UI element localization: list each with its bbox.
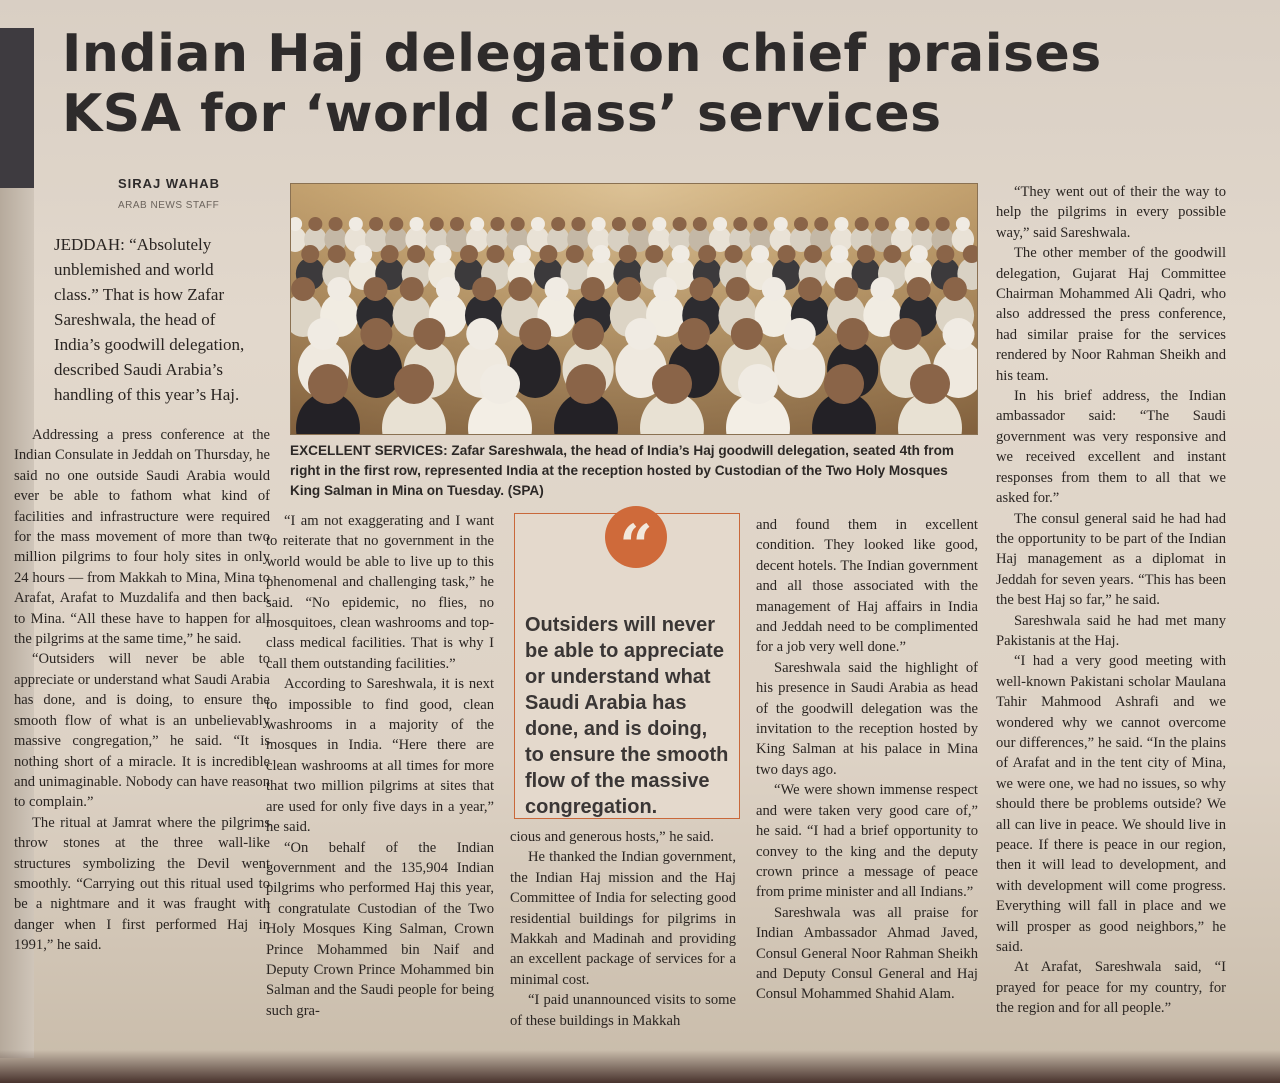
attendee-head — [472, 277, 496, 301]
attendee-head — [678, 318, 710, 350]
quote-mark-icon: “ — [605, 506, 667, 568]
attendee-head — [369, 217, 383, 231]
pull-quote-text: Outsiders will never be able to appreciate or understand what Saudi Arabia has done, and is doing, to ensure the smooth flow of the massive congregation. — [525, 614, 729, 818]
attendee-head — [910, 245, 928, 263]
attendee-head — [814, 217, 828, 231]
paragraph: “I paid unannounced visits to some of these buildings in Makkah — [510, 992, 736, 1029]
attendee-head — [434, 245, 452, 263]
attendee-head — [364, 277, 388, 301]
attendee-head — [511, 217, 525, 231]
attendee-head — [738, 364, 778, 404]
attendee-head — [890, 318, 922, 350]
byline-staff: ARAB NEWS STAFF — [118, 200, 220, 211]
attendee-head — [291, 277, 315, 301]
attendee-head — [486, 245, 504, 263]
paragraph: Sareshwala said he had met many Pakistanis at the Haj. — [996, 612, 1226, 649]
attendee-head — [460, 245, 478, 263]
article-column-5 — [996, 182, 1226, 1019]
attendee-head — [430, 217, 444, 231]
attendee-head — [673, 217, 687, 231]
attendee-head — [870, 277, 894, 301]
lead-paragraph: JEDDAH: “Absolutely unblemished and world class.” That is how Zafar Sareshwala, the head of India’s goodwill delegation, described Saudi Arabia’s handling of this year’s Haj. — [54, 235, 245, 404]
attendee-head — [360, 318, 392, 350]
paragraph: “I had a very good meeting with well-known Pakistani scholar Maulana Tahir Mahmood Ashrafi and we wondered why we cannot overcome our differences,” he said. “In the plains of Arafat and in the tent city of Mina, we were one, we had no issues, so why should there be problems outside? We all can live in peace. We should live in peace. If there is peace in our region, then it will lead to development, and with development will come progress. Everything will fall in place and we will prosper as good neighbors,” he said. — [996, 653, 1226, 956]
headline — [62, 24, 1262, 144]
attendee-head — [943, 277, 967, 301]
attendee-head — [672, 245, 690, 263]
attendee-head — [450, 217, 464, 231]
attendee-head — [698, 245, 716, 263]
headline-line-2: KSA for ‘world class’ services — [62, 84, 942, 144]
attendee-head — [400, 277, 424, 301]
article-column-3 — [510, 827, 736, 1031]
attendee-head — [349, 217, 363, 231]
paragraph: “They went out of their the way to help the pilgrims in every possible way,” said Sareshwala. — [996, 184, 1226, 241]
attendee-head — [834, 277, 858, 301]
attendee-head — [725, 245, 743, 263]
attendee-head — [907, 277, 931, 301]
article-column-1 — [14, 425, 270, 956]
paragraph: The ritual at Jamrat where the pilgrims throw stones at the three wall-like structures symbolizing the Devil went smoothly. “Carrying out this ritual used to be a nightmare and it was fraught with danger when I first performed Haj in 1991,” he said. — [14, 814, 270, 954]
attendee-head — [645, 245, 663, 263]
attendee-head — [592, 245, 610, 263]
attendee-head — [689, 277, 713, 301]
paragraph: He thanked the Indian government, the Indian Haj mission and the Haj Committee of India for selecting good residential buildings for pilgrims in Makkah and Madinah and providing an excellent package of services for a minimal cost. — [510, 849, 736, 988]
attendee-head — [910, 364, 950, 404]
paragraph: and found them in excellent condition. They looked like good, decent hotels. The Indian government and all those associated with the management of Haj affairs in India and Jeddah need to be complimented for a job very well done.” — [756, 517, 978, 656]
paragraph: “I am not exaggerating and I want to reiterate that no government in the world would be able to live up to this phenomenal and challenging task,” he said. “No epidemic, no flies, no mosquitoes, clean washrooms and top-class medical facilities. That is why I call them outstanding facilities.” — [266, 513, 494, 672]
attendee-head — [508, 277, 532, 301]
attendee-head — [754, 217, 768, 231]
paragraph: The other member of the goodwill delegation, Gujarat Haj Committee Chairman Mohammed Ali Qadri, who also addressed the press conference, had similar praise for the services rendered by Noor Rahman Sheikh and his team. — [996, 245, 1226, 384]
attendee-head — [713, 217, 727, 231]
attendee-head — [551, 217, 565, 231]
attendee-head — [308, 217, 322, 231]
attendee-head — [490, 217, 504, 231]
attendee-head — [936, 245, 954, 263]
attendee-head — [915, 217, 929, 231]
attendee-head — [410, 217, 424, 231]
attendee-head — [751, 245, 769, 263]
attendee-head — [943, 318, 975, 350]
attendee-head — [545, 277, 569, 301]
attendee-head — [354, 245, 372, 263]
section-tab — [0, 28, 34, 188]
attendee-head — [693, 217, 707, 231]
attendee-head — [407, 245, 425, 263]
attendee-head — [798, 277, 822, 301]
attendee-head — [883, 245, 901, 263]
attendee-head — [571, 217, 585, 231]
byline: SIRAJ WAHAB — [118, 176, 221, 191]
attendee-head — [726, 277, 750, 301]
attendee-head — [389, 217, 403, 231]
attendee-head — [592, 217, 606, 231]
attendee-head — [804, 245, 822, 263]
pull-quote-box — [514, 513, 740, 819]
attendee-head — [857, 245, 875, 263]
attendee-head — [936, 217, 950, 231]
attendee-head — [875, 217, 889, 231]
attendee-head — [837, 318, 869, 350]
paragraph: “Outsiders will never be able to appreciate or understand what Saudi Arabia has done, and is doing, to ensure the smooth flow of what is an unbelievably massive congregation,” he said. “It is nothing short of a miracle. It is incredible and unimaginable. Nobody can have reason to complain.” — [14, 651, 270, 811]
news-photo — [290, 183, 978, 435]
paragraph: Addressing a press conference at the Indian Consulate in Jeddah on Thursday, he said no one outside Saudi Arabia would ever be able to fathom what kind of facilities and infrastructure were required for the mass movement of more than two million pilgrims to four holy sites in only 24 hours — from Makkah to Mina, Mina to Arafat, Arafat to Muzdalifa and then back to Mina. “All these have to happen for all the pilgrims at the same time,” he said. — [14, 427, 270, 648]
attendee-head — [381, 245, 399, 263]
attendee-head — [581, 277, 605, 301]
attendee-head — [307, 318, 339, 350]
attendee-head — [327, 277, 351, 301]
headline-line-1: Indian Haj delegation chief praises — [62, 24, 1102, 84]
attendee-head — [480, 364, 520, 404]
attendee-head — [733, 217, 747, 231]
attendee-head — [794, 217, 808, 231]
attendee-head — [784, 318, 816, 350]
attendee-head — [855, 217, 869, 231]
paragraph: Sareshwala said the highlight of his presence in Saudi Arabia as head of the goodwill delegation was the invitation to the reception hosted by King Salman at his palace in Mina two days ago. — [756, 659, 978, 778]
attendee-head — [895, 217, 909, 231]
attendee-head — [652, 217, 666, 231]
attendee-head — [617, 277, 641, 301]
page-edge-shadow — [0, 1050, 1280, 1083]
paragraph: The consul general said he had had the opportunity to be part of the Indian Haj management as a diplomat in Jeddah for seven years. “This has been the best Haj so far,” he said. — [996, 510, 1226, 609]
paragraph: “On behalf of the Indian government and the 135,904 Indian pilgrims who performed Haj this year, I congratulate Custodian of the Two Holy Mosques King Salman, Crown Prince Mohammed bin Naif and Deputy Crown Prince Mohammed bin Salman and the Saudi people for being such gra- — [266, 839, 494, 1019]
attendee-head — [566, 245, 584, 263]
paragraph: Sareshwala was all praise for Indian Ambassador Ahmad Javed, Consul General Noor Rahman Sheikh and Deputy Consul General and Haj Consul Mohammed Shahid Alam. — [756, 904, 978, 1003]
attendee-head — [774, 217, 788, 231]
attendee-head — [539, 245, 557, 263]
attendee-head — [572, 318, 604, 350]
paragraph: At Arafat, Sareshwala said, “I prayed for peace for my country, for the region and for all people.” — [996, 959, 1226, 1017]
attendee-head — [653, 277, 677, 301]
attendee-head — [824, 364, 864, 404]
attendee-head — [436, 277, 460, 301]
attendee-head — [830, 245, 848, 263]
attendee-head — [619, 245, 637, 263]
attendee-head — [566, 364, 606, 404]
attendee-head — [731, 318, 763, 350]
paragraph: “We were shown immense respect and were taken very good care of,” he said. “I had a brief opportunity to convey to the king and the deputy crown prince a message of peace from prime minister and all Indians.” — [756, 782, 978, 901]
attendee-head — [612, 217, 626, 231]
attendee-head — [519, 318, 551, 350]
paragraph: cious and generous hosts,” he said. — [510, 829, 714, 845]
attendee-head — [470, 217, 484, 231]
attendee-head — [632, 217, 646, 231]
attendee-head — [956, 217, 970, 231]
audience-photo-illustration — [291, 184, 978, 435]
attendee-head — [531, 217, 545, 231]
attendee-head — [834, 217, 848, 231]
attendee-head — [466, 318, 498, 350]
paragraph: According to Sareshwala, it is next to impossible to find good, clean washrooms in a majority of the mosques in India. “Here there are clean washrooms at all times for more that two million pilgrims at sites that are used for only five days in a year,” he said. — [266, 676, 494, 836]
article-column-4 — [756, 515, 978, 1005]
attendee-head — [301, 245, 319, 263]
attendee-head — [513, 245, 531, 263]
paragraph: In his brief address, the Indian ambassador said: “The Saudi government was very responsive and we received excellent and instant responses from them to all that we asked for.” — [996, 388, 1226, 507]
attendee-head — [413, 318, 445, 350]
article-column-2 — [266, 511, 494, 1021]
attendee-head — [652, 364, 692, 404]
attendee-head — [778, 245, 796, 263]
attendee-head — [394, 364, 434, 404]
photo-caption: EXCELLENT SERVICES: Zafar Sareshwala, the head of India’s Haj goodwill delegation, seated 4th from right in the first row, represented India at the reception hosted by Custodian of the Two Holy Mosques King Salman in Mina on Tuesday. (SPA) — [290, 443, 954, 498]
attendee-head — [329, 217, 343, 231]
attendee-head — [625, 318, 657, 350]
attendee-head — [328, 245, 346, 263]
attendee-head — [762, 277, 786, 301]
attendee-head — [308, 364, 348, 404]
